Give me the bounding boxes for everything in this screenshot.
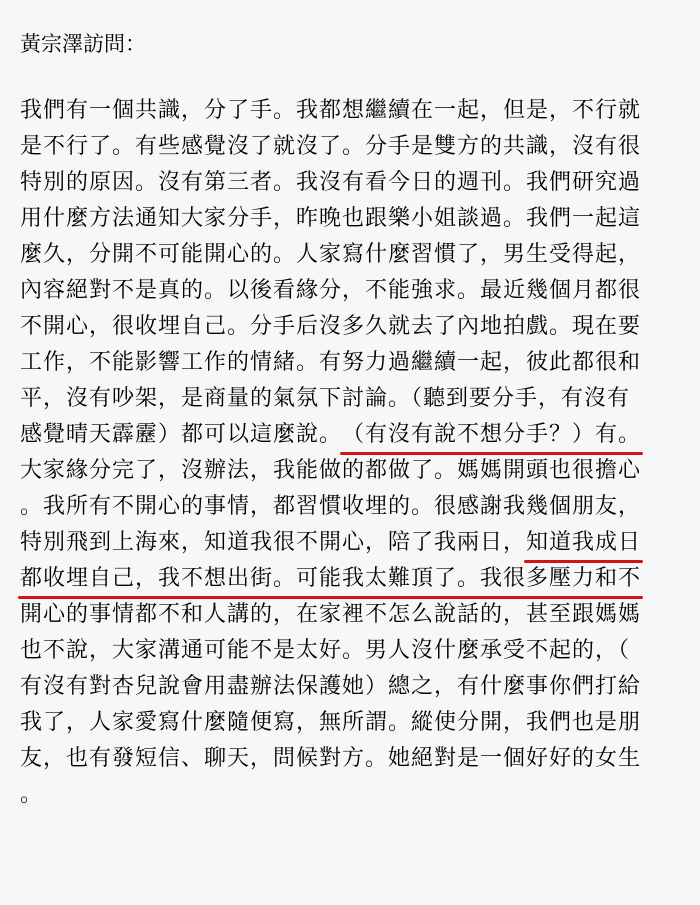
interview-text [20, 93, 700, 813]
line-text: 不開心，很收埋自己。分手后沒多久就去了內地拍戲。現在要 [20, 314, 642, 339]
line-text: 工作，不能影響工作的情緒。有努力過繼續一起，彼此都很和 [20, 350, 642, 375]
text-line [20, 201, 700, 237]
text-line [20, 633, 700, 669]
highlighted-text [20, 561, 641, 597]
text-line [20, 741, 700, 777]
line-text: 用什麼方法通知大家分手，昨晚也跟樂小姐談過。我們一起這 [20, 206, 642, 231]
text-line [20, 705, 700, 741]
line-text: 我們有一個共識，分了手。我都想繼續在一起，但是，不行就 [20, 98, 642, 123]
text-line [20, 129, 700, 165]
line-text: 特別的原因。沒有第三者。我沒有看今日的週刊。我們研究過 [20, 170, 642, 195]
line-text: 麼久，分開不可能開心的。人家寫什麼習慣了，男生受得起， [20, 242, 642, 267]
text-line [20, 273, 700, 309]
line-text: 是不行了。有些感覺沒了就沒了。分手是雙方的共識，沒有很 [20, 134, 642, 159]
line-text: 有沒有對杏兒說會用盡辦法保護她）總之，有什麼事你們打給 [20, 674, 642, 699]
text-line [20, 525, 700, 561]
line-text: 特別飛到上海來，知道我很不開心，陪了我兩日， [20, 530, 527, 555]
line-text: 也不說，大家溝通可能不是太好。男人沒什麼承受不起的，（ [20, 638, 631, 663]
text-line [20, 237, 700, 273]
line-text: 內容絕對不是真的。以後看緣分，不能強求。最近幾個月都很 [20, 278, 642, 303]
text-line [20, 165, 700, 201]
highlighted-text-content: 都收埋自己，我不想出街。可能我太難頂了。我很多壓力和不 [20, 566, 642, 591]
article-heading: 黃宗澤訪問： [20, 32, 146, 56]
line-text: 。我所有不開心的事情，都習慣收埋的。很感謝我幾個朋友， [20, 494, 642, 519]
text-line [20, 777, 700, 813]
text-line [20, 489, 700, 525]
text-line [20, 417, 700, 453]
text-line [20, 309, 700, 345]
line-text: 平，沒有吵架，是商量的氣氛下討論。（聽到要分手，有沒有 [20, 386, 631, 411]
highlighted-text [526, 525, 641, 561]
line-text: 感覺晴天霹靂）都可以這麼說。 [20, 422, 343, 447]
line-text: 。 [20, 782, 44, 807]
text-line [20, 669, 700, 705]
text-line [20, 453, 700, 489]
text-line [20, 597, 700, 633]
line-text: 友，也有發短信、聊天，問候對方。她絕對是一個好好的女生 [20, 746, 642, 771]
line-text: 開心的事情都不和人講的，在家裡不怎么說話的，甚至跟媽媽 [20, 602, 642, 627]
highlighted-text [342, 417, 641, 453]
line-text: 大家緣分完了，沒辦法，我能做的都做了。媽媽開頭也很擔心 [20, 458, 642, 483]
line-text: 我了，人家愛寫什麼隨便寫，無所謂。縱使分開，我們也是朋 [20, 710, 642, 735]
highlighted-text-content: 知道我成日 [526, 530, 642, 555]
text-line [20, 93, 700, 129]
text-line [20, 561, 700, 597]
text-line [20, 381, 700, 417]
highlighted-text-content: （有沒有說不想分手？）有。 [342, 422, 642, 447]
text-line [20, 345, 700, 381]
